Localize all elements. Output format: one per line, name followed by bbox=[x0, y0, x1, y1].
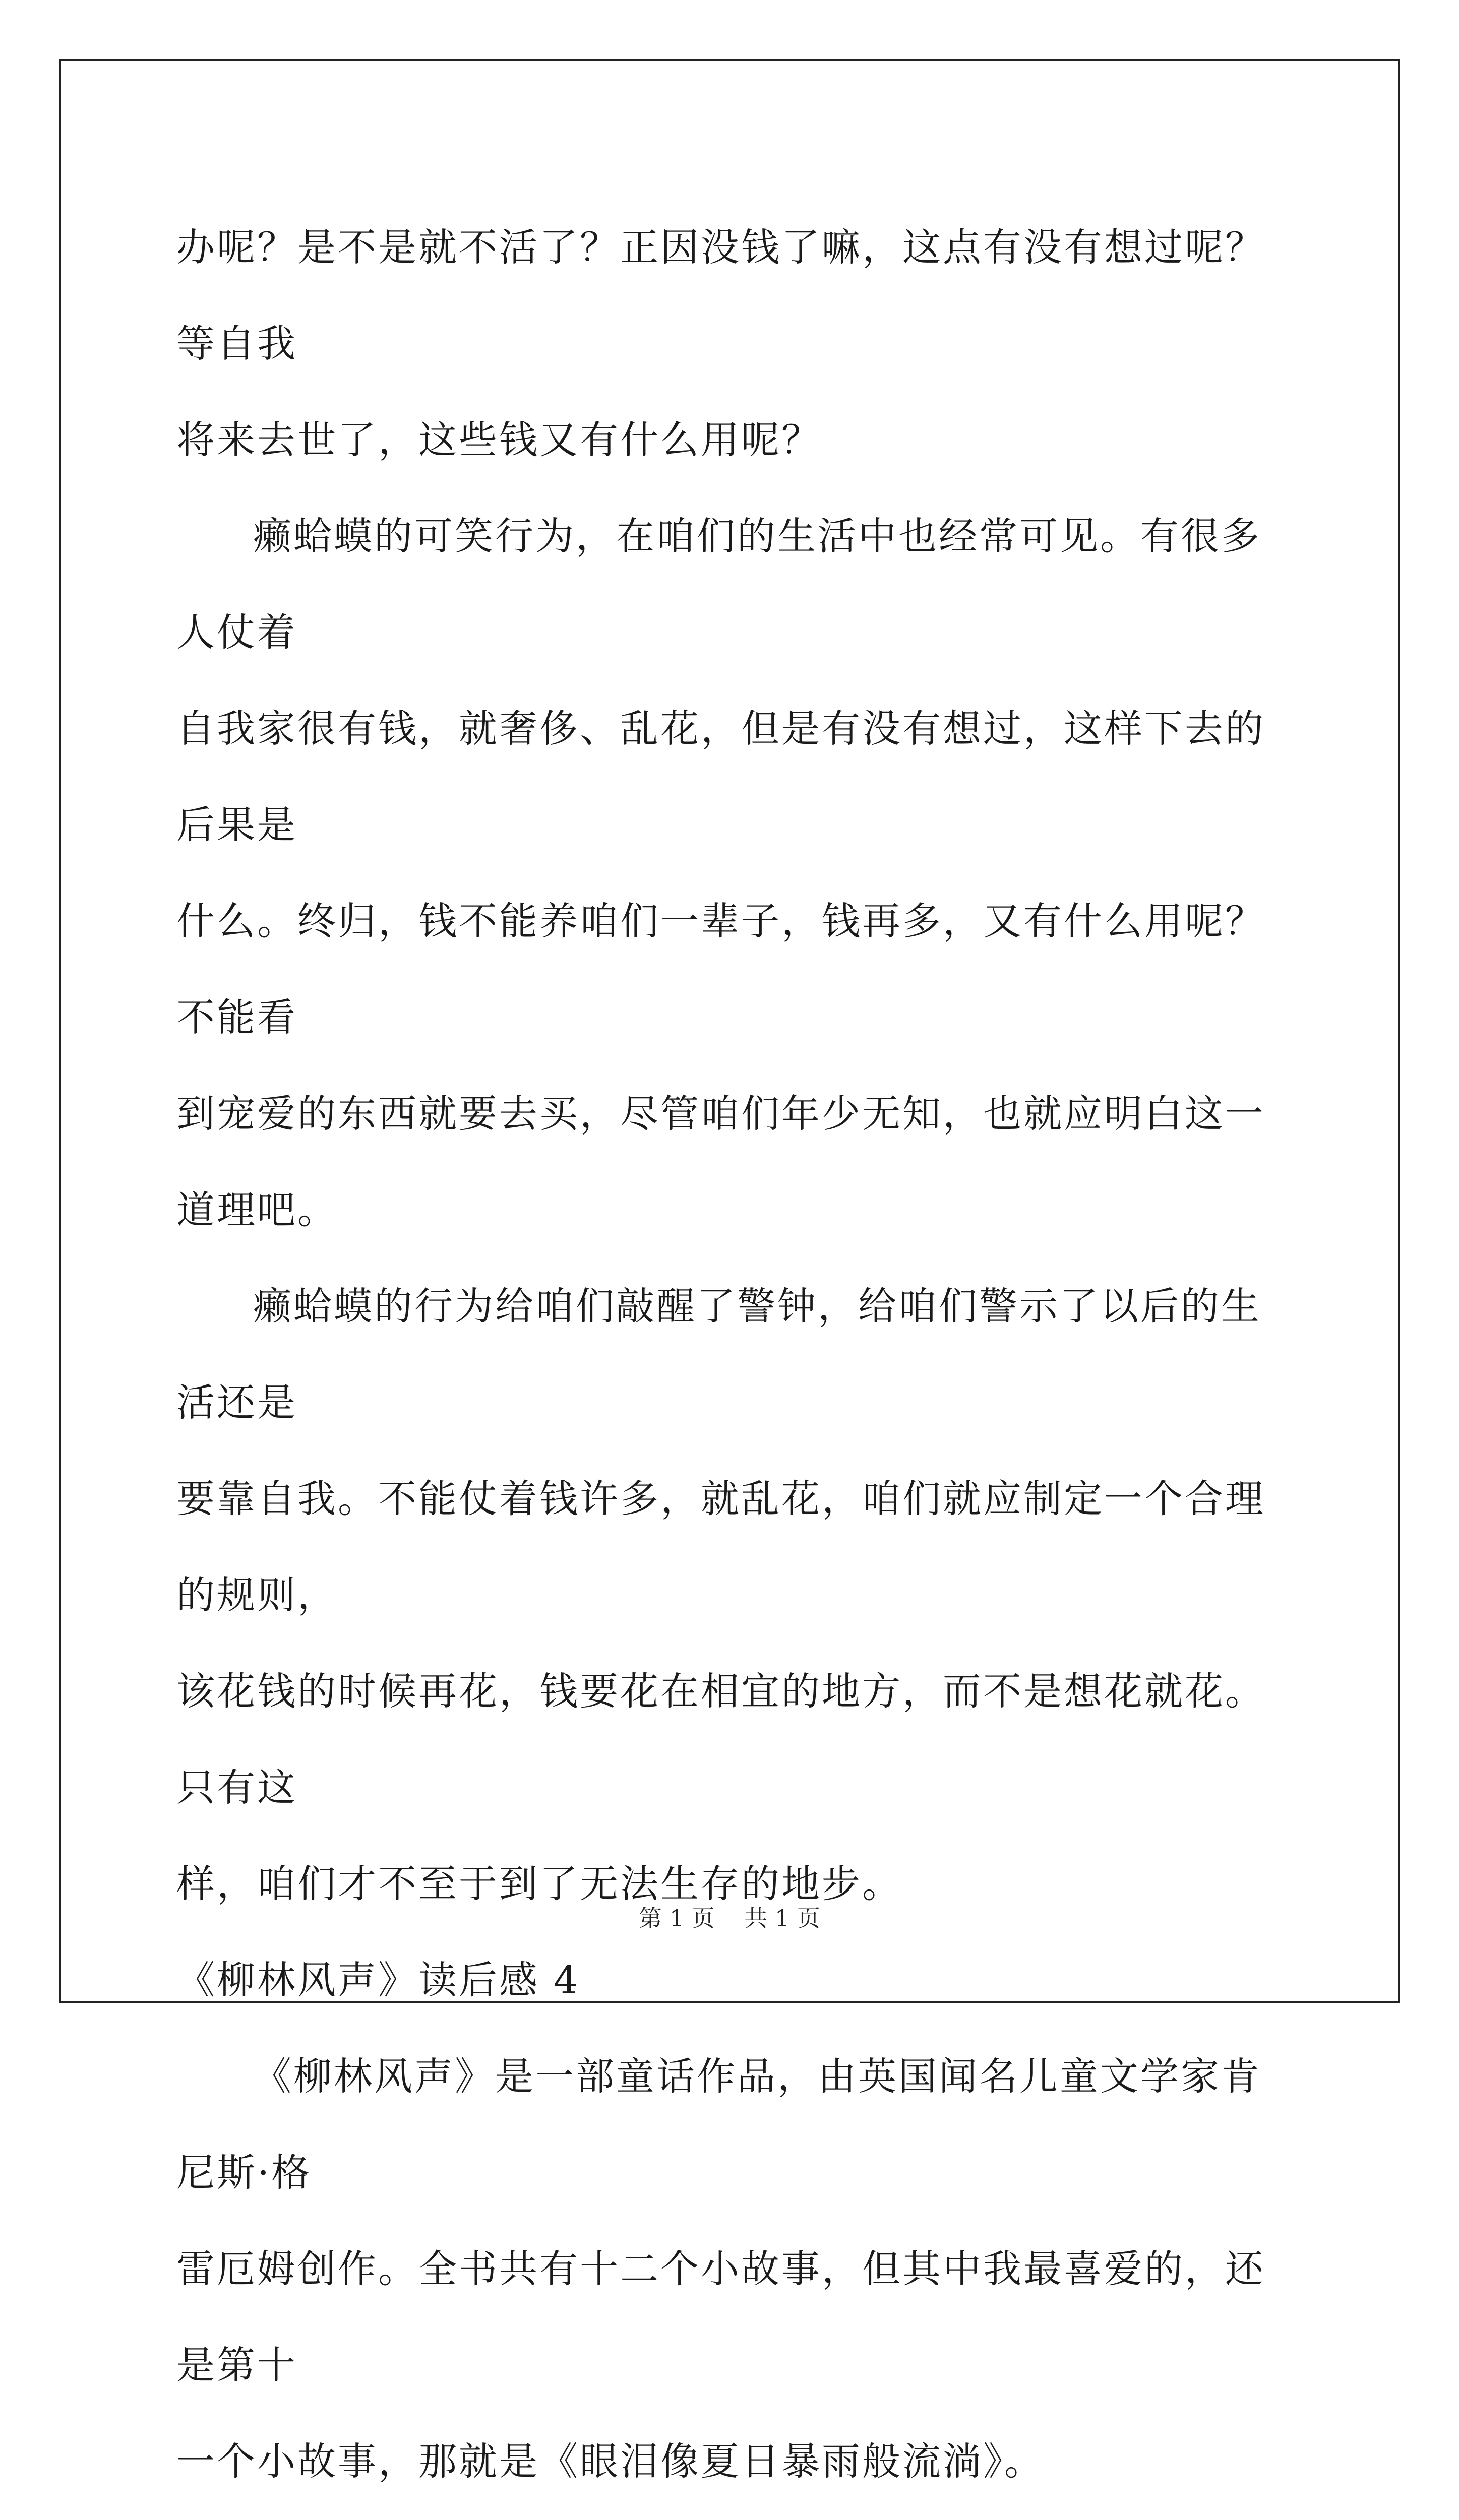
paragraph-toad-behavior bbox=[176, 488, 1286, 1258]
page-number: 第 1 页 bbox=[639, 1905, 715, 1932]
text-line: 自我家很有钱，就奢侈、乱花，但是有没有想过，这样下去的后果是 bbox=[176, 706, 1265, 847]
text-line: 将来去世了，这些钱又有什么用呢？ bbox=[176, 417, 822, 462]
text-line: 办呢？是不是就不活了？正因没钱了嘛，这点有没有想过呢？等自我 bbox=[176, 225, 1265, 366]
text-line: 到宠爱的东西就要去买，尽管咱们年少无知，也就应明白这一道理吧。 bbox=[176, 1091, 1265, 1232]
document-body bbox=[176, 199, 1286, 2520]
section-heading: 《柳林风声》读后感 4 bbox=[176, 1958, 580, 2002]
text-line: 雷厄姆创作。全书共有十二个小故事，但其中我最喜爱的，还是第十 bbox=[176, 2246, 1265, 2387]
text-line: 一个小故事，那就是《眼泪像夏日暴雨般流淌》。 bbox=[176, 2439, 1045, 2484]
text-line: 该花钱的时候再花，钱要花在相宜的地方，而不是想花就花。只有这 bbox=[176, 1669, 1265, 1810]
paragraph-continuation bbox=[176, 199, 1286, 488]
text-line: 要靠自我。不能仗着钱许多，就乱花，咱们就应制定一个合理的规则， bbox=[176, 1476, 1265, 1617]
text-line: 癞蛤蟆的可笑行为，在咱们的生活中也经常可见。有很多人仗着 bbox=[176, 514, 1261, 655]
page-total: 共 1 页 bbox=[744, 1905, 820, 1932]
paragraph-book-intro bbox=[176, 2028, 1286, 2509]
text-line: 什么。终归，钱不能养咱们一辈子，钱再多，又有什么用呢？不能看 bbox=[176, 899, 1265, 1040]
text-line: 样，咱们才不至于到了无法生存的地步。 bbox=[176, 1861, 902, 1906]
paragraph-toad-warning bbox=[176, 1258, 1286, 1932]
text-line: 《柳林风声》是一部童话作品，由英国闻名儿童文学家肯尼斯·格 bbox=[176, 2054, 1261, 2195]
text-line: 癞蛤蟆的行为给咱们敲醒了警钟，给咱们警示了以后的生活还是 bbox=[176, 1284, 1261, 1425]
page-footer bbox=[0, 1900, 1459, 1933]
paragraph-story-characters bbox=[176, 2509, 1286, 2520]
